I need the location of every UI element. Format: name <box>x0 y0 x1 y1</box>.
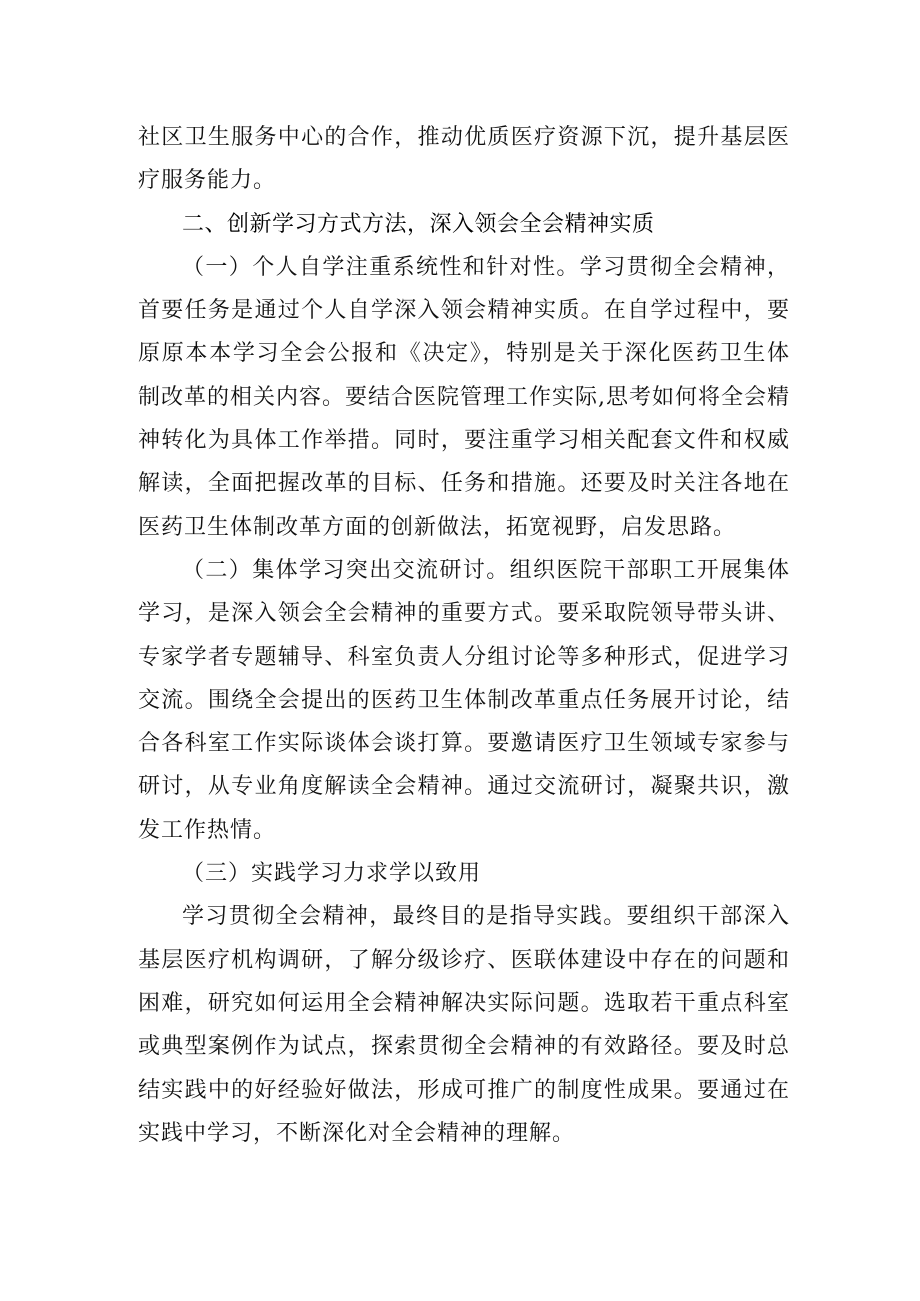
paragraph-practice-study: 学习贯彻全会精神，最终目的是指导实践。要组织干部深入基层医疗机构调研，了解分级诊疗、医联体建设中存在的问题和困难，研究如何运用全会精神解决实际问题。选取若干重点科室或典型案例作为试点，探索贯彻全会精神的有效路径。要及时总结实践中的好经验好做法，形成可推广的制度性成果。要通过在实践中学习，不断深化对全会精神的理解。 <box>138 904 790 1146</box>
paragraph-group-study: （二）集体学习突出交流研讨。组织医院干部职工开展集体学习，是深入领会全会精神的重要方式。要采取院领导带头讲、专家学者专题辅导、科室负责人分组讨论等多种形式，促进学习交流。围绕全会提出的医药卫生体制改革重点任务展开讨论，结合各科室工作实际谈体会谈打算。要邀请医疗卫生领域专家参与研讨，从专业角度解读全会精神。通过交流研讨，凝聚共识，激发工作热情。 <box>138 557 790 843</box>
section-heading: 二、创新学习方式方法，深入领会全会精神实质 <box>182 211 655 237</box>
document-body <box>138 116 790 1155</box>
paragraph-self-study: （一）个人自学注重系统性和针对性。学习贯彻全会精神，首要任务是通过个人自学深入领会精神实质。在自学过程中，要原原本本学习全会公报和《决定》，特别是关于深化医药卫生体制改革的相关内容。要结合医院管理工作实际,思考如何将全会精神转化为具体工作举措。同时，要注重学习相关配套文件和权威解读，全面把握改革的目标、任务和措施。还要及时关注各地在医药卫生体制改革方面的创新做法，拓宽视野，启发思路。 <box>138 254 790 540</box>
paragraph-continued: 社区卫生服务中心的合作，推动优质医疗资源下沉，提升基层医疗服务能力。 <box>138 125 790 194</box>
subheading-practice-study: （三）实践学习力求学以致用 <box>182 861 482 887</box>
